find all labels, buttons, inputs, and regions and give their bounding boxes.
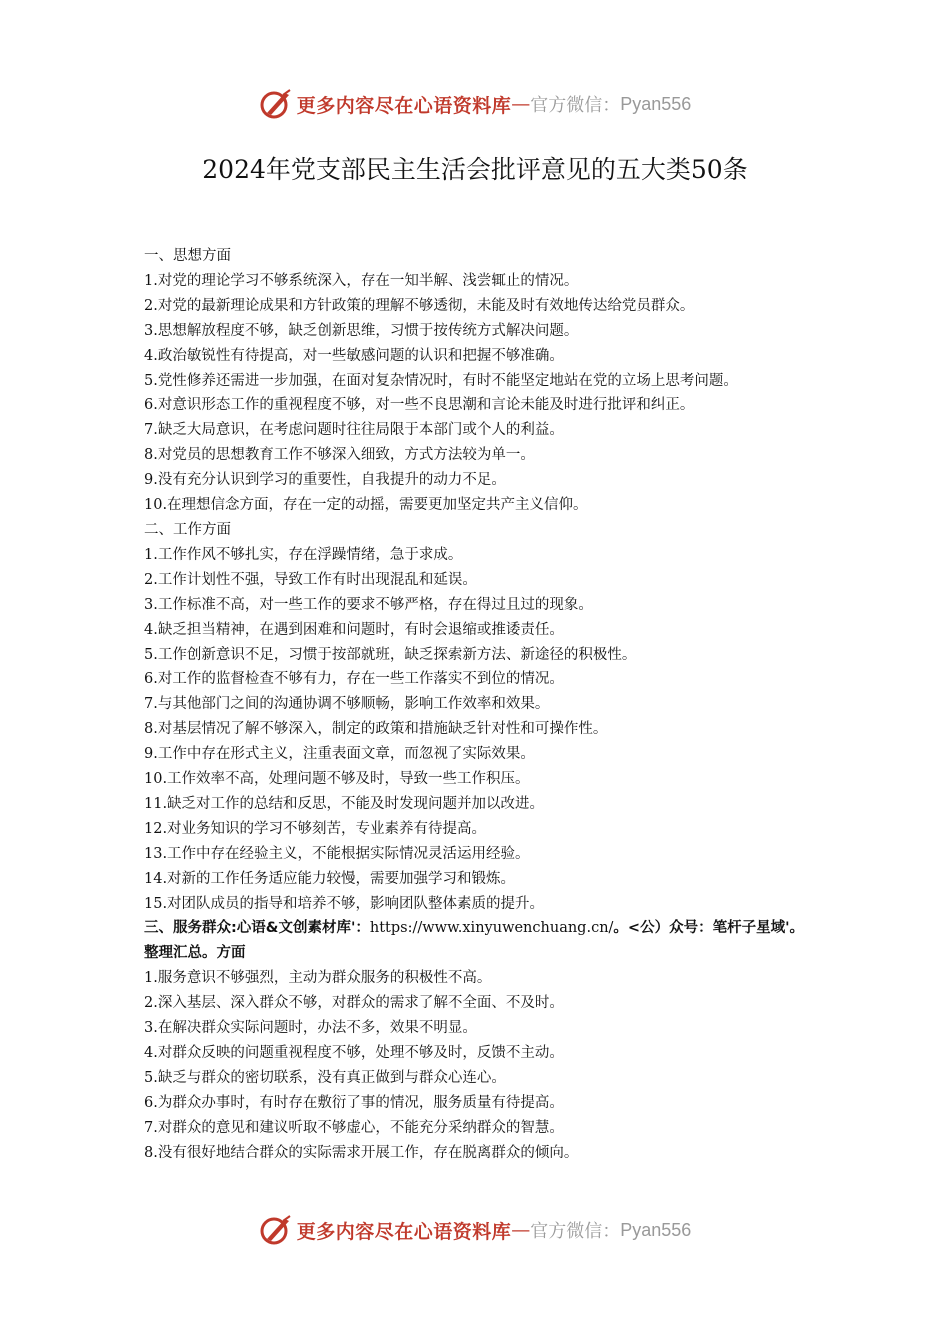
heading-part1: 三、服务群众:心语&文创素材库'：: [144, 920, 370, 937]
list-item: 5.工作创新意识不足，习惯于按部就班，缺乏探索新方法、新途径的积极性。: [144, 646, 637, 663]
list-item: 2.工作计划性不强，导致工作有时出现混乱和延误。: [144, 571, 477, 588]
header-banner: [0, 84, 950, 124]
document-title: 2024年党支部民主生活会批评意见的五大类50条: [202, 155, 748, 184]
list-item: 13.工作中存在经验主义，不能根据实际情况灵活运用经验。: [144, 845, 530, 862]
section-heading: [144, 916, 814, 966]
quill-logo-icon: [259, 1213, 293, 1247]
list-item: 1.工作作风不够扎实，存在浮躁情绪，急于求成。: [144, 546, 463, 563]
list-item: 6.对意识形态工作的重视程度不够，对一些不良思潮和言论未能及时进行批评和纠正。: [144, 397, 695, 414]
list-item: 3.在解决群众实际问题时，办法不多，效果不明显。: [144, 1020, 477, 1037]
banner-wechat-id: Pyan556: [620, 1219, 692, 1240]
list-item: 15.对团队成员的指导和培养不够，影响团队整体素质的提升。: [144, 895, 545, 912]
list-item: 7.缺乏大局意识，在考虑问题时往往局限于本部门或个人的利益。: [144, 422, 564, 439]
list-item: 5.党性修养还需进一步加强，在面对复杂情况时，有时不能坚定地站在党的立场上思考问题。: [144, 372, 738, 389]
list-item: 7.对群众的意见和建议听取不够虚心，不能充分采纳群众的智慧。: [144, 1119, 564, 1136]
list-item: 8.对基层情况了解不够深入，制定的政策和措施缺乏针对性和可操作性。: [144, 721, 608, 738]
quill-logo-icon: [259, 87, 293, 121]
list-item: 14.对新的工作任务适应能力较慢，需要加强学习和锻炼。: [144, 870, 516, 887]
list-item: 10.工作效率不高，处理问题不够及时，导致一些工作积压。: [144, 771, 530, 788]
banner-label: 官方微信：: [530, 95, 621, 116]
list-item: 9.工作中存在形式主义，注重表面文章，而忽视了实际效果。: [144, 746, 535, 763]
list-item: 4.对群众反映的问题重视程度不够，处理不够及时，反馈不主动。: [144, 1045, 564, 1061]
document-body: [144, 244, 814, 1166]
list-item: 8.没有很好地结合群众的实际需求开展工作，存在脱离群众的倾向。: [144, 1144, 579, 1161]
list-item: 2.对党的最新理论成果和方针政策的理解不够透彻，未能及时有效地传达给党员群众。: [144, 297, 695, 314]
list-item: 4.缺乏担当精神，在遇到困难和问题时，有时会退缩或推诿责任。: [144, 621, 564, 638]
list-item: 8.对党员的思想教育工作不够深入细致，方式方法较为单一。: [144, 447, 535, 464]
section-heading: 二、工作方面: [144, 521, 231, 538]
heading-url: https://www.xinyuwenchuang.cn/: [369, 920, 614, 937]
section-heading: 一、思想方面: [144, 248, 231, 264]
list-item: 3.工作标准不高，对一些工作的要求不够严格，存在得过且过的现象。: [144, 596, 593, 613]
list-item: 11.缺乏对工作的总结和反思，不能及时发现问题并加以改进。: [144, 795, 545, 812]
banner-main-text: 更多内容尽在心语资料库: [296, 94, 512, 117]
banner-wechat-id: Pyan556: [620, 93, 692, 114]
list-item: 2.深入基层、深入群众不够，对群众的需求了解不全面、不及时。: [144, 995, 564, 1012]
banner-label: 官方微信：: [530, 1221, 621, 1242]
list-item: 1.对党的理论学习不够系统深入，存在一知半解、浅尝辄止的情况。: [144, 272, 579, 289]
banner-main-text: 更多内容尽在心语资料库: [296, 1220, 512, 1243]
list-item: 6.为群众办事时，有时存在敷衍了事的情况，服务质量有待提高。: [144, 1094, 564, 1111]
list-item: 10.在理想信念方面，存在一定的动摇，需要更加坚定共产主义信仰。: [144, 497, 588, 514]
list-item: 9.没有充分认识到学习的重要性，自我提升的动力不足。: [144, 472, 506, 489]
list-item: 12.对业务知识的学习不够刻苦，专业素养有待提高。: [144, 820, 487, 837]
list-item: 1.服务意识不够强烈，主动为群众服务的积极性不高。: [144, 970, 492, 987]
banner-dash: —: [511, 93, 531, 115]
list-item: 7.与其他部门之间的沟通协调不够顺畅，影响工作效率和效果。: [144, 696, 550, 713]
list-item: 3.思想解放程度不够，缺乏创新思维，习惯于按传统方式解决问题。: [144, 322, 579, 339]
heading-part2: 。<公）众号：笔杆子星域'。整理汇总。方面: [144, 920, 805, 962]
list-item: 6.对工作的监督检查不够有力，存在一些工作落实不到位的情况。: [144, 671, 564, 688]
banner-dash: —: [511, 1219, 531, 1241]
list-item: 4.政治敏锐性有待提高，对一些敏感问题的认识和把握不够准确。: [144, 347, 564, 364]
list-item: 5.缺乏与群众的密切联系，没有真正做到与群众心连心。: [144, 1069, 506, 1086]
footer-banner: [0, 1210, 950, 1250]
